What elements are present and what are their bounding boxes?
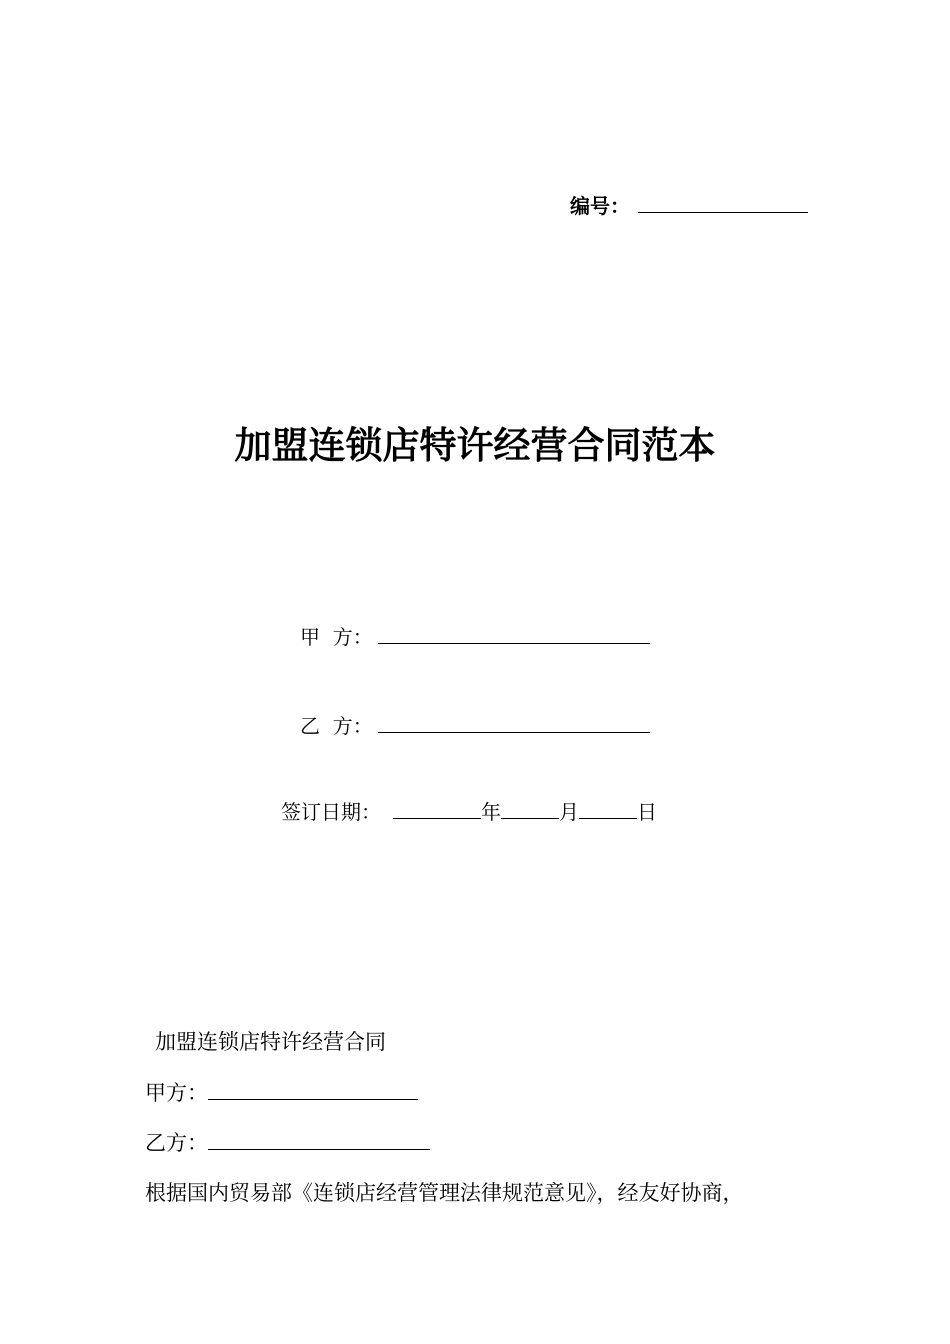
- body-party-a-blank[interactable]: [208, 1079, 418, 1100]
- cover-party-b-line: [300, 710, 650, 739]
- body-party-a-line: [145, 1077, 418, 1107]
- contract-subtitle: 加盟连锁店特许经营合同: [155, 1030, 386, 1054]
- document-title: 加盟连锁店特许经营合同范本: [234, 424, 716, 467]
- body-party-b-line: [145, 1127, 430, 1157]
- sign-date-label: 签订日期：: [281, 800, 381, 824]
- sign-date-line: [281, 796, 657, 825]
- body-paragraph: 根据国内贸易部《连锁店经营管理法律规范意见》，经友好协商，: [145, 1181, 744, 1205]
- cover-party-a-line: [300, 621, 650, 650]
- sign-month-blank[interactable]: [501, 798, 559, 819]
- cover-party-b-blank[interactable]: [378, 712, 650, 733]
- body-party-b-blank[interactable]: [208, 1129, 430, 1150]
- body-party-a-label: 甲方：: [145, 1081, 208, 1105]
- sign-day-blank[interactable]: [579, 798, 637, 819]
- serial-number-line: [570, 190, 808, 219]
- cover-party-a-label: 甲 方：: [300, 625, 373, 649]
- serial-number-blank[interactable]: [638, 192, 808, 213]
- body-party-b-label: 乙方：: [145, 1131, 208, 1155]
- month-label: 月: [559, 800, 579, 824]
- serial-number-label: 编号：: [570, 194, 630, 218]
- sign-year-blank[interactable]: [393, 798, 481, 819]
- year-label: 年: [481, 800, 501, 824]
- cover-party-a-blank[interactable]: [378, 623, 650, 644]
- cover-party-b-label: 乙 方：: [300, 714, 373, 738]
- day-label: 日: [637, 800, 657, 824]
